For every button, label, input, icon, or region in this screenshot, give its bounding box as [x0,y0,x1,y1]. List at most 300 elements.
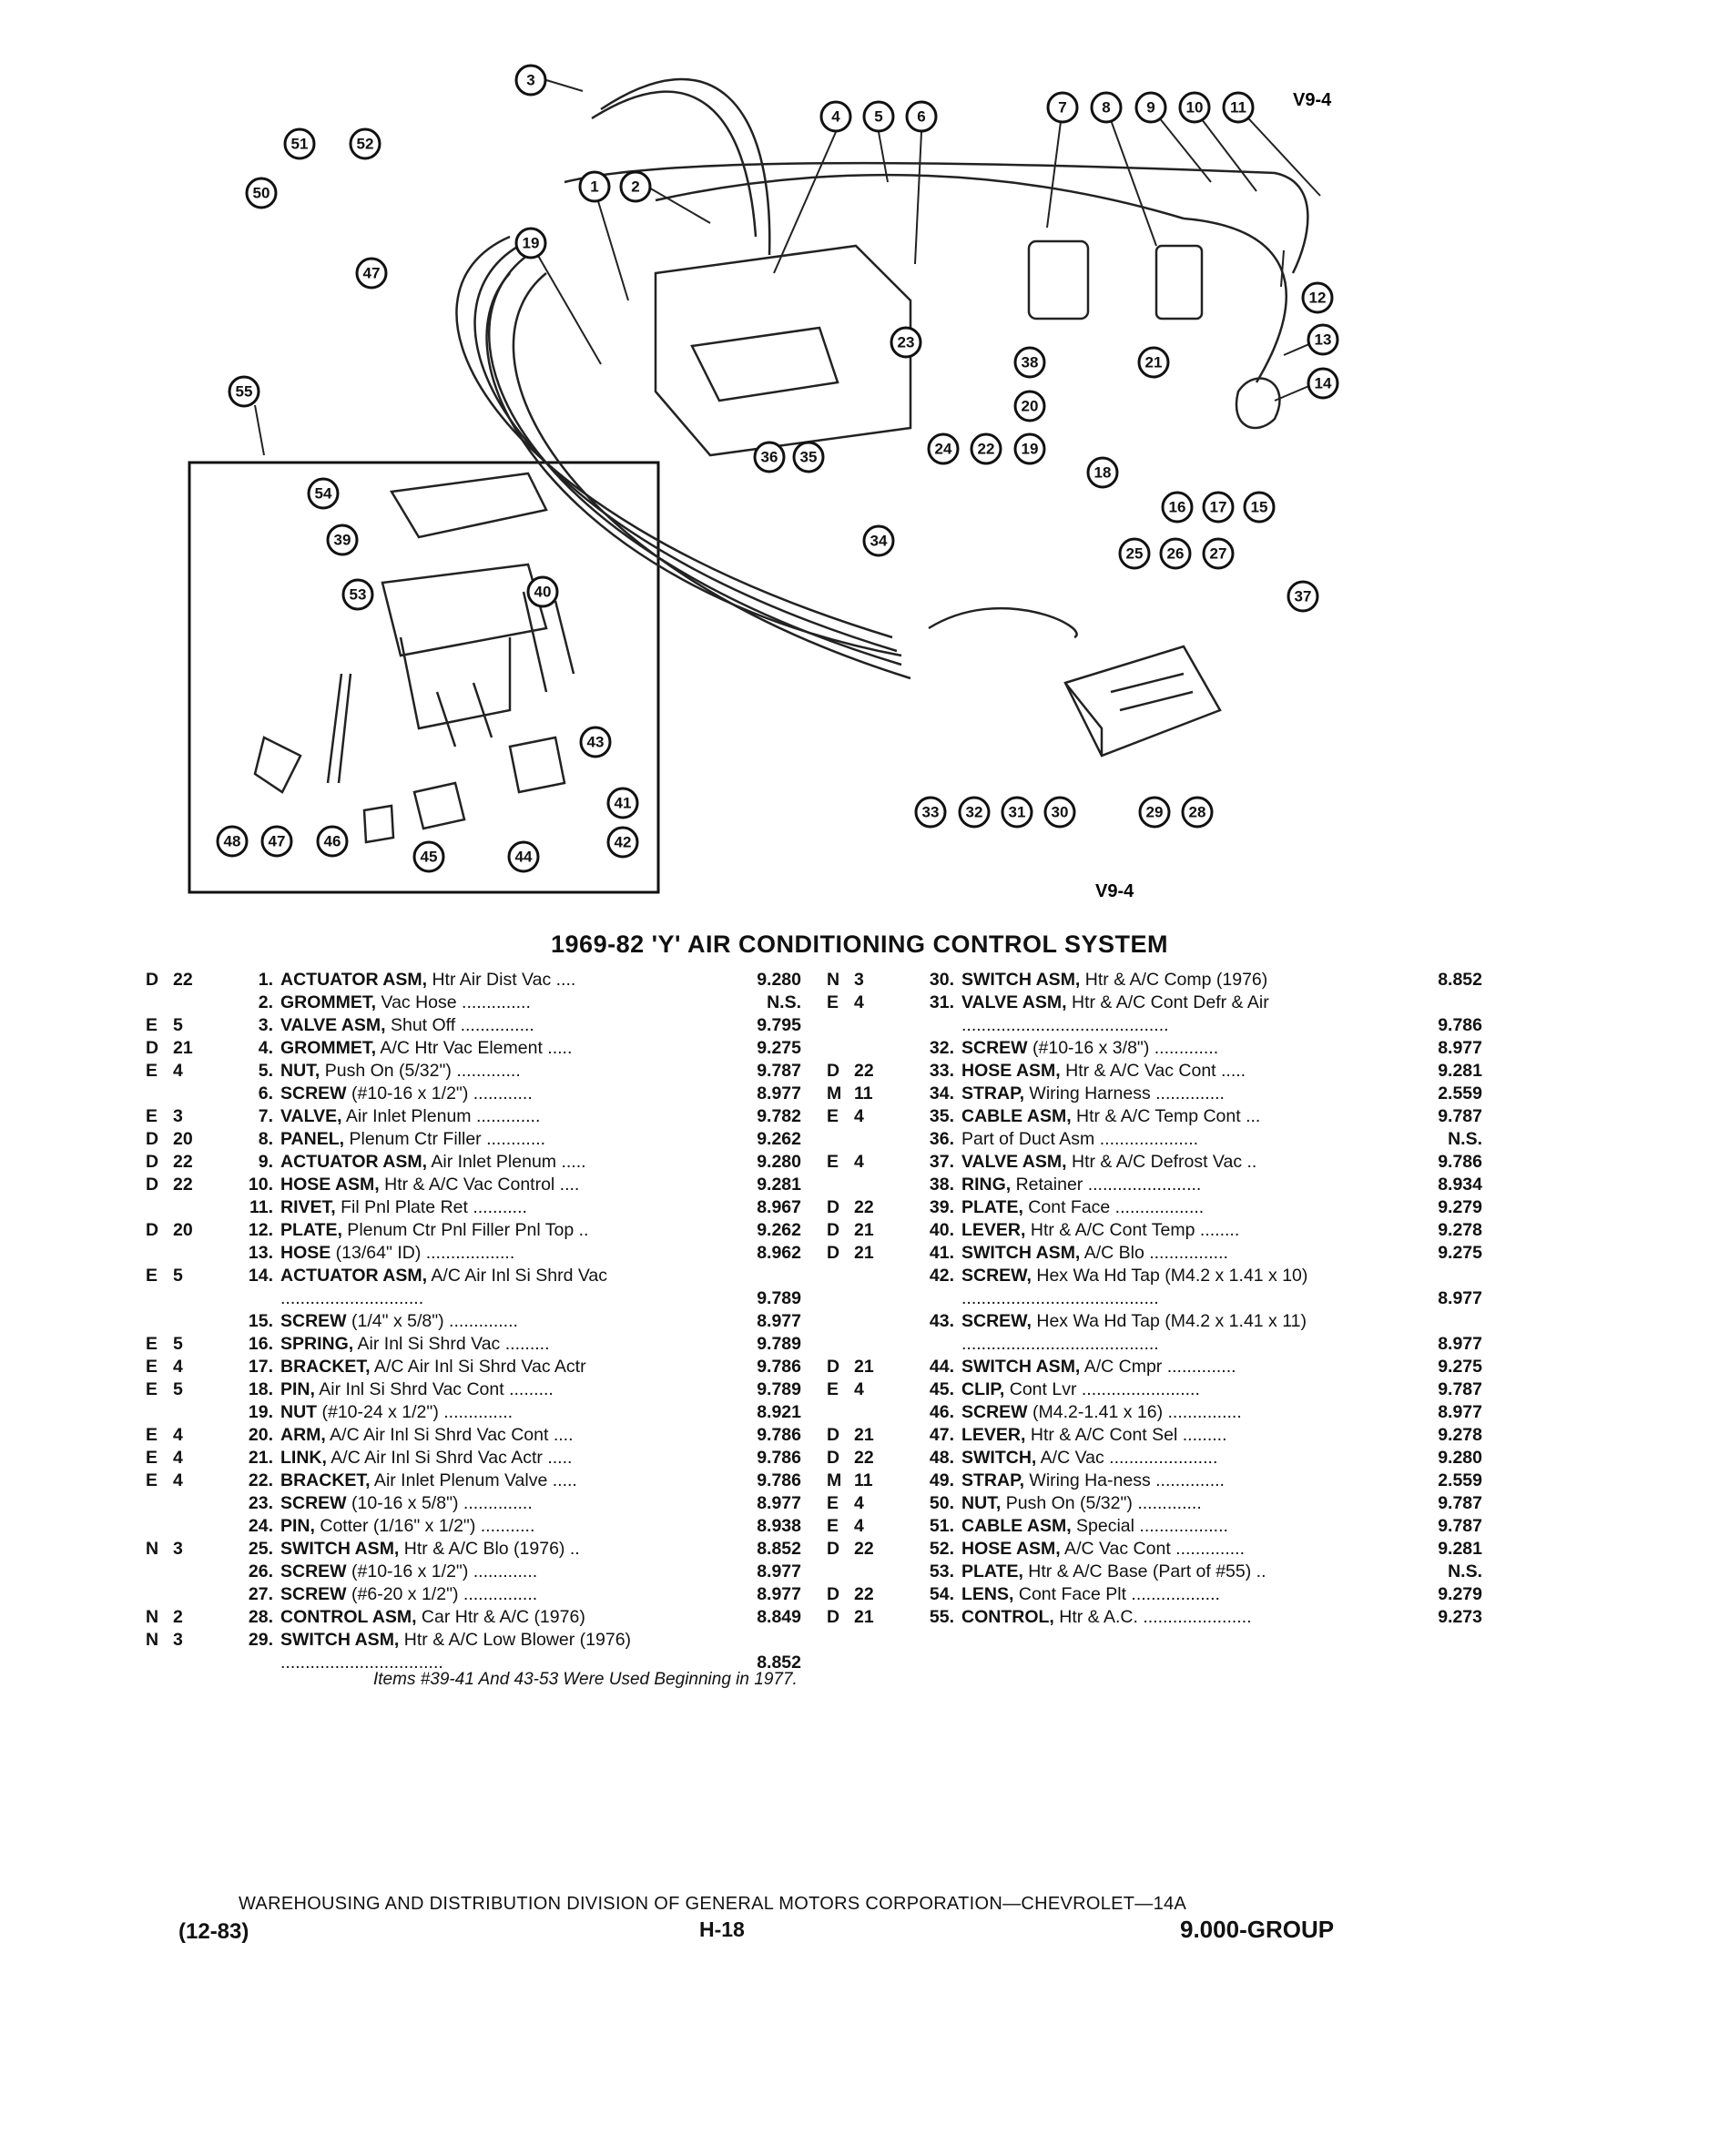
group-number: 8.849 [757,1607,801,1627]
part-row [827,1219,1482,1242]
part-row [146,1037,801,1060]
item-number: 49. [929,1470,954,1490]
group-number: 9.787 [757,1061,801,1081]
item-number: 44. [929,1357,954,1377]
svg-text:16: 16 [1168,498,1186,516]
part-name: SCREW [280,1311,347,1331]
source-number: 5 [173,1334,183,1354]
hose-bundle [456,79,1307,678]
svg-text:22: 22 [977,440,995,458]
svg-text:28: 28 [1188,803,1206,821]
source-letter: E [146,1470,158,1490]
group-number: 9.786 [757,1470,801,1490]
svg-text:43: 43 [586,733,605,751]
part-detail: (#10-16 x 1/2") ............. [346,1561,538,1581]
item-number: 39. [929,1197,954,1217]
svg-text:10: 10 [1185,98,1204,117]
part-detail: A/C Vac ...................... [1036,1448,1218,1468]
part-row [146,1174,801,1196]
part-description [961,1196,1508,1219]
source-letter: E [146,1425,158,1445]
svg-text:20: 20 [1021,397,1039,415]
part-description [280,1037,827,1060]
part-detail: Retainer ....................... [1011,1175,1202,1195]
source-letter: E [827,1152,839,1172]
group-number: 9.786 [757,1448,801,1468]
svg-text:34: 34 [870,532,888,550]
svg-text:8: 8 [1102,98,1111,117]
item-number: 10. [248,1175,273,1195]
svg-text:6: 6 [917,107,926,126]
part-detail: Htr & A/C Cont Sel ......... [1025,1425,1227,1445]
source-number: 4 [173,1061,183,1081]
group-number: 8.852 [757,1539,801,1559]
part-description [961,1583,1508,1606]
callout-6 [907,102,936,131]
part-name: STRAP, [961,1470,1024,1490]
svg-text:44: 44 [514,848,533,866]
svg-text:41: 41 [614,794,632,812]
part-row [146,1538,801,1561]
part-name: HOSE ASM, [280,1175,380,1195]
source-number: 21 [854,1607,874,1627]
source-letter: E [146,1448,158,1468]
source-number: 3 [173,1106,183,1126]
group-number: 8.977 [757,1584,801,1604]
part-detail: Wiring Harness .............. [1024,1083,1225,1103]
group-number: 9.787 [1438,1106,1482,1126]
svg-text:24: 24 [934,440,952,458]
source-number: 4 [173,1448,183,1468]
leader-lines [252,80,1320,455]
group-number: 9.795 [757,1015,801,1035]
item-number: 50. [929,1493,954,1513]
group-number: 8.977 [1438,1038,1482,1058]
source-letter: E [146,1357,158,1377]
item-number: 17. [248,1357,273,1377]
part-detail: Htr & A.C. ...................... [1053,1607,1252,1627]
group-number: 9.786 [1438,1152,1482,1172]
source-letter: E [827,1379,839,1399]
part-description [961,969,1508,992]
svg-text:50: 50 [252,184,270,202]
svg-text:36: 36 [760,448,778,466]
source-letter: E [146,1334,158,1354]
item-number: 26. [248,1561,273,1581]
item-number: 15. [248,1311,273,1331]
callout-19 [1015,434,1044,463]
source-letter: D [146,1038,159,1058]
callout-2 [621,172,650,201]
part-detail: A/C Air Inl Si Shrd Vac Actr ..... [326,1448,573,1468]
svg-text:15: 15 [1250,498,1268,516]
callout-32 [960,798,989,827]
part-name: SWITCH ASM, [961,1357,1081,1377]
item-number: 30. [929,970,954,990]
part-row [827,1242,1482,1265]
source-number: 4 [854,1379,864,1399]
svg-text:14: 14 [1314,374,1332,392]
callout-42 [608,828,637,857]
svg-text:40: 40 [534,583,552,601]
part-description [280,1083,827,1105]
svg-text:37: 37 [1294,587,1312,605]
part-row [827,992,1482,1037]
part-row [827,1515,1482,1538]
group-number: 9.278 [1438,1220,1482,1240]
svg-text:5: 5 [874,107,883,126]
part-description [280,1447,827,1470]
part-description [961,1083,1508,1105]
group-number: 9.789 [757,1288,801,1308]
part-description [961,1538,1508,1561]
svg-text:19: 19 [1021,440,1039,458]
item-number: 43. [929,1311,954,1331]
source-letter: E [146,1015,158,1035]
source-number: 4 [173,1357,183,1377]
source-letter: E [827,992,839,1012]
source-number: 4 [854,1493,864,1513]
part-detail: A/C Vac Cont .............. [1060,1539,1246,1559]
part-name: CONTROL ASM, [280,1607,417,1627]
part-detail: Hex Wa Hd Tap (M4.2 x 1.41 x 11) ........................................ [961,1311,1307,1354]
svg-text:52: 52 [356,135,374,153]
svg-text:12: 12 [1308,289,1327,307]
part-detail: Cotter (1/16" x 1/2") ........... [314,1516,535,1536]
group-number: 9.281 [1438,1061,1482,1081]
group-number: 8.938 [757,1516,801,1536]
source-number: 20 [173,1129,193,1149]
part-row [827,969,1482,992]
source-letter: E [146,1379,158,1399]
part-name: VALVE ASM, [280,1015,386,1035]
part-detail: Air Inlet Plenum ............. [341,1106,541,1126]
callout-53 [343,580,372,609]
svg-text:27: 27 [1209,544,1227,563]
source-letter: E [827,1516,839,1536]
source-letter: N [146,1539,159,1559]
item-number: 34. [929,1083,954,1103]
item-number: 7. [258,1106,273,1126]
callout-19b [516,229,545,258]
group-number: 9.281 [757,1175,801,1195]
part-description [961,1378,1508,1401]
callout-52 [351,129,380,158]
part-row [827,1606,1482,1629]
part-detail: Air Inlet Plenum Valve ..... [370,1470,577,1490]
group-number: 9.278 [1438,1425,1482,1445]
source-number: 4 [854,992,864,1012]
source-letter: D [146,970,159,990]
part-name: HOSE [280,1243,331,1263]
part-detail: A/C Cmpr .............. [1080,1357,1236,1377]
part-row [146,1105,801,1128]
group-number: N.S. [1448,1129,1482,1149]
source-letter: D [146,1175,159,1195]
svg-text:9: 9 [1146,98,1155,117]
part-description [961,992,1362,1037]
source-number: 21 [854,1357,874,1377]
part-description [280,1606,827,1629]
group-number: 9.275 [1438,1243,1482,1263]
svg-text:1: 1 [590,178,599,196]
part-description [280,1174,827,1196]
svg-text:38: 38 [1021,353,1039,371]
part-row [146,1128,801,1151]
svg-text:19: 19 [522,234,540,252]
group-number: N.S. [1448,1561,1482,1581]
svg-text:2: 2 [631,178,640,196]
group-number: 8.934 [1438,1175,1482,1195]
part-name: SCREW [961,1402,1028,1422]
item-number: 2. [258,992,273,1012]
part-detail: Air Inl Si Shrd Vac Cont ......... [314,1379,554,1399]
part-description [280,1424,827,1447]
part-detail: Air Inlet Plenum ..... [427,1152,586,1172]
item-number: 25. [248,1539,273,1559]
part-detail: Push On (5/32") ............. [320,1061,521,1081]
part-name: CONTROL, [961,1607,1054,1627]
part-detail: A/C Blo ................ [1080,1243,1228,1263]
source-number: 4 [854,1152,864,1172]
source-letter: D [827,1448,840,1468]
group-number: 9.787 [1438,1516,1482,1536]
item-number: 48. [929,1448,954,1468]
part-name: PLATE, [961,1197,1023,1217]
source-number: 3 [173,1630,183,1650]
item-number: 32. [929,1038,954,1058]
source-number: 22 [854,1539,874,1559]
group-number: 9.786 [757,1425,801,1445]
part-row [146,1447,801,1470]
part-description [280,1492,827,1515]
item-number: 47. [929,1425,954,1445]
part-row [827,1378,1482,1401]
exploded-parts-diagram [0,0,1719,920]
item-number: 46. [929,1402,954,1422]
source-number: 4 [854,1516,864,1536]
source-number: 21 [854,1425,874,1445]
part-row [827,1447,1482,1470]
source-number: 21 [854,1243,874,1263]
svg-text:29: 29 [1145,803,1164,821]
callout-8 [1092,93,1121,122]
part-detail: Htr & A/C Cont Temp ........ [1025,1220,1240,1240]
part-description [961,1151,1508,1174]
footer-group: 9.000-GROUP [1180,1916,1335,1943]
part-name: PANEL, [280,1129,345,1149]
part-description [961,1492,1508,1515]
part-row [146,1196,801,1219]
item-number: 40. [929,1220,954,1240]
part-detail: (1/4" x 5/8") .............. [346,1311,518,1331]
part-description [961,1242,1508,1265]
source-letter: D [827,1243,840,1263]
part-description [280,1265,681,1310]
part-description [280,1470,827,1492]
part-detail: Special .................. [1071,1516,1228,1536]
callout-34 [864,526,893,555]
source-letter: D [827,1220,840,1240]
source-letter: D [827,1197,840,1217]
source-letter: M [827,1083,842,1103]
part-description [961,1060,1508,1083]
part-name: HOSE ASM, [961,1539,1061,1559]
svg-text:46: 46 [323,832,341,850]
callout-41 [608,788,637,818]
part-row [827,1583,1482,1606]
part-description [961,1037,1508,1060]
callout-24 [929,434,958,463]
source-letter: D [827,1539,840,1559]
group-number: 9.786 [1438,1015,1482,1035]
part-detail: .................... [1094,1129,1199,1149]
parts-list-right [827,969,1482,1629]
group-number: 9.279 [1438,1584,1482,1604]
part-name: RIVET, [280,1197,336,1217]
svg-text:51: 51 [290,135,309,153]
callout-33 [916,798,945,827]
group-number: 9.280 [757,970,801,990]
part-detail: (10-16 x 5/8") .............. [346,1493,533,1513]
part-name: BRACKET, [280,1357,371,1377]
item-number: 14. [248,1266,273,1286]
item-number: 36. [929,1129,954,1149]
item-number: 42. [929,1266,954,1286]
part-description [280,1583,827,1606]
item-number: 28. [248,1607,273,1627]
svg-text:31: 31 [1008,803,1026,821]
part-name: NUT, [961,1493,1002,1513]
part-detail: Push On (5/32") ............. [1001,1493,1202,1513]
svg-text:25: 25 [1125,544,1144,563]
source-letter: E [827,1493,839,1513]
part-row [827,1424,1482,1447]
callout-38 [1015,348,1044,377]
svg-text:32: 32 [965,803,983,821]
group-number: 9.279 [1438,1197,1482,1217]
item-number: 18. [248,1379,273,1399]
part-detail: Hex Wa Hd Tap (M4.2 x 1.41 x 10) ........................................ [961,1266,1308,1308]
callout-9 [1136,93,1165,122]
part-name: NUT [280,1402,318,1422]
footer-division: WAREHOUSING AND DISTRIBUTION DIVISION OF GENERAL MOTORS CORPORATION—CHEVROLET—14A [239,1894,1187,1914]
svg-text:30: 30 [1051,803,1069,821]
part-name: ARM, [280,1425,326,1445]
source-number: 5 [173,1379,183,1399]
part-name: Part of Duct Asm [961,1129,1095,1149]
part-row [146,1629,801,1674]
callout-47 [262,827,291,856]
part-row [146,1424,801,1447]
svg-text:53: 53 [349,585,367,604]
source-letter: E [146,1106,158,1126]
item-number: 24. [248,1516,273,1536]
source-number: 22 [173,1152,193,1172]
source-number: 22 [854,1061,874,1081]
part-row [827,1356,1482,1378]
part-description [280,1538,827,1561]
svg-text:48: 48 [223,832,241,850]
usage-note: Items #39-41 And 43-53 Were Used Beginning in 1977. [373,1670,798,1689]
part-name: ACTUATOR ASM, [280,970,428,990]
callout-39 [328,525,357,554]
control-assembly-28 [1065,646,1220,756]
part-name: PLATE, [961,1561,1023,1581]
part-row [146,1561,801,1583]
part-row [827,1083,1482,1105]
part-description [280,1151,827,1174]
part-description [961,1174,1508,1196]
part-detail: Wiring Ha-ness .............. [1024,1470,1225,1490]
part-detail: A/C Htr Vac Element ..... [376,1038,573,1058]
part-row [827,1060,1482,1083]
part-description [280,1219,827,1242]
part-description [961,1561,1508,1583]
svg-text:39: 39 [333,531,351,549]
part-name: LEVER, [961,1220,1026,1240]
part-description [280,1060,827,1083]
callout-29 [1140,798,1169,827]
part-row [146,1083,801,1105]
part-row [827,1105,1482,1128]
callout-14 [1308,369,1338,398]
item-number: 6. [258,1083,273,1103]
svg-text:42: 42 [614,833,632,851]
item-number: 27. [248,1584,273,1604]
part-description [961,1424,1508,1447]
part-name: HOSE ASM, [961,1061,1061,1081]
group-number: 2.559 [1438,1470,1482,1490]
group-number: 9.262 [757,1220,801,1240]
part-description [961,1310,1362,1356]
group-number: 9.280 [1438,1448,1482,1468]
part-name: LEVER, [961,1425,1026,1445]
source-letter: E [827,1106,839,1126]
part-detail: Htr & A/C Defrost Vac .. [1066,1152,1257,1172]
part-name: SCREW [280,1493,347,1513]
part-detail: Htr Air Dist Vac .... [427,970,576,990]
source-letter: N [827,970,840,990]
part-description [961,1401,1508,1424]
callout-25 [1120,539,1149,568]
part-row [827,1470,1482,1492]
part-description [280,1105,827,1128]
callout-55 [229,377,259,406]
footer-page-number: H-18 [699,1917,745,1941]
part-description [280,1196,827,1219]
part-row [827,1310,1482,1356]
part-name: LENS, [961,1584,1014,1604]
source-letter: D [827,1061,840,1081]
part-detail: Htr & A/C Temp Cont ... [1071,1106,1261,1126]
part-description [280,992,827,1014]
part-row [146,1378,801,1401]
item-number: 4. [258,1038,273,1058]
source-letter: D [146,1152,159,1172]
part-row [146,1470,801,1492]
group-number: 8.852 [1438,970,1482,990]
part-detail: Htr & A/C Low Blower (1976) ................................. [280,1630,632,1673]
source-number: 21 [854,1220,874,1240]
part-name: SWITCH ASM, [280,1539,400,1559]
part-name: CABLE ASM, [961,1516,1072,1536]
part-description [961,1219,1508,1242]
part-name: SCREW [280,1083,347,1103]
plenum-housing [656,241,1279,455]
group-number: 8.977 [1438,1334,1482,1354]
source-letter: D [827,1607,840,1627]
